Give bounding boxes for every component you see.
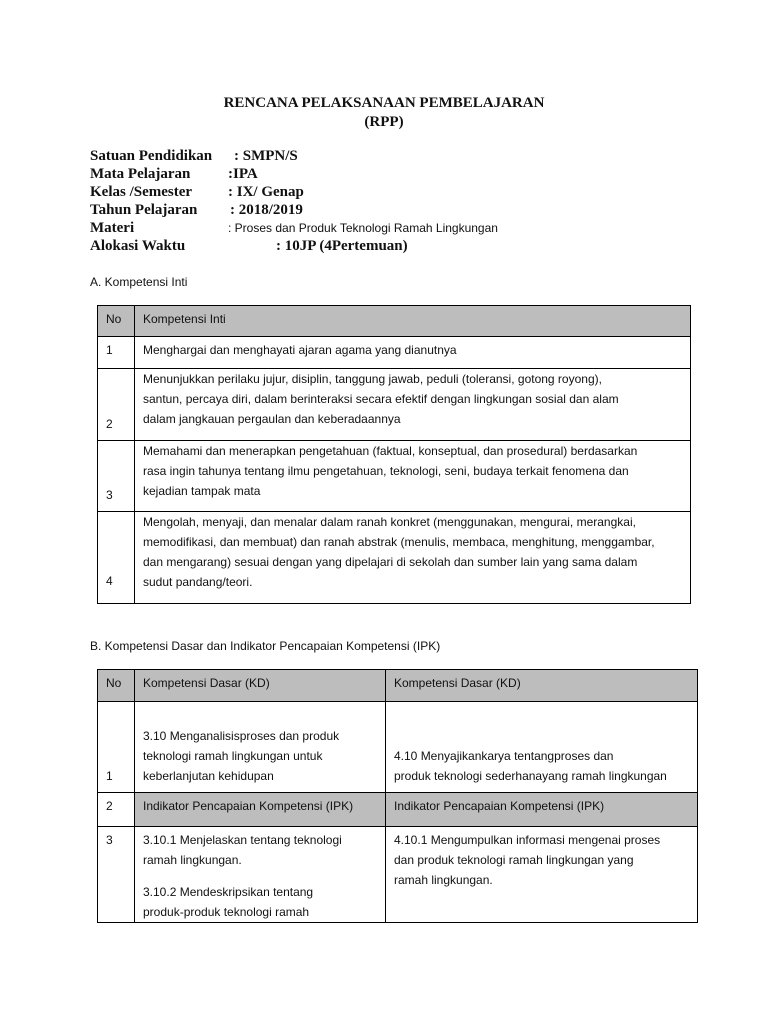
meta-label: Materi <box>90 220 135 236</box>
row-number: 4 <box>98 512 135 604</box>
doc-title: RENCANA PELAKSANAAN PEMBELAJARAN <box>223 95 545 111</box>
table-header-row <box>98 306 691 337</box>
text-line: ramah lingkungan. <box>394 873 493 887</box>
text-line: 3.10.2 Mendeskripsikan tentang <box>143 885 314 899</box>
kd-cell <box>135 702 386 793</box>
ipk-cell <box>386 827 698 923</box>
meta-value: :IPA <box>228 166 258 182</box>
meta-row <box>90 201 303 219</box>
meta-block <box>90 147 498 255</box>
text-line: 4.10.1 Mengumpulkan informasi mengenai proses <box>394 833 661 847</box>
meta-row <box>90 237 408 255</box>
meta-label: Alokasi Waktu <box>90 238 186 254</box>
text-line: produk-produk teknologi ramah <box>143 905 310 919</box>
header-cell: No <box>98 670 135 702</box>
text-line: kejadian tampak mata <box>143 484 261 498</box>
header-cell: Kompetensi Inti <box>135 306 691 337</box>
text-line: rasa ingin tahunya tentang ilmu pengetahuan, teknologi, seni, budaya terkait fenomena dan <box>143 464 629 478</box>
header-cell: Kompetensi Dasar (KD) <box>386 670 698 702</box>
table-row <box>98 793 698 827</box>
meta-label: Satuan Pendidikan <box>90 148 213 164</box>
doc-subtitle: (RPP) <box>364 114 404 130</box>
text-line: 3.10 Menganalisisproses dan produk <box>143 729 340 743</box>
meta-value: : IX/ Genap <box>228 184 304 200</box>
row-number: 1 <box>98 337 135 369</box>
ipk-cell <box>135 827 386 923</box>
header-cell: Kompetensi Dasar (KD) <box>135 670 386 702</box>
meta-value: : SMPN/S <box>234 148 298 164</box>
text-line: dan produk teknologi ramah lingkungan yang <box>394 853 634 867</box>
table-row <box>98 512 691 604</box>
meta-row <box>90 183 304 201</box>
row-text <box>135 337 691 369</box>
section-a-heading: A. Kompetensi Inti <box>90 275 188 289</box>
kompetensi-inti-table <box>97 305 691 604</box>
kompetensi-dasar-table <box>97 669 698 923</box>
row-number: 3 <box>98 441 135 512</box>
meta-row <box>90 147 298 165</box>
table-row <box>98 369 691 441</box>
meta-value: : Proses dan Produk Teknologi Ramah Lingkungan <box>228 221 498 235</box>
text-line: memodifikasi, dan membuat) dan ranah abstrak (menulis, membaca, menghitung, menggambar, <box>143 535 655 549</box>
text-line: santun, percaya diri, dalam berinteraksi secara efektif dengan lingkungan sosial dan alam <box>143 392 619 406</box>
text-line: 4.10 Menyajikankarya tentangproses dan <box>394 749 614 763</box>
table-row <box>98 441 691 512</box>
row-text <box>135 512 691 604</box>
section-b-heading: B. Kompetensi Dasar dan Indikator Pencapaian Kompetensi (IPK) <box>90 639 441 653</box>
table-row <box>98 827 698 923</box>
text-line: Memahami dan menerapkan pengetahuan (faktual, konseptual, dan prosedural) berdasarkan <box>143 444 638 458</box>
row-number: 1 <box>98 702 135 793</box>
meta-label: Mata Pelajaran <box>90 166 191 182</box>
meta-row <box>90 165 258 183</box>
text-line: dan mengarang) sesuai dengan yang dipelajari di sekolah dan sumber lain yang sama dalam <box>143 555 638 569</box>
row-text <box>135 369 691 441</box>
header-cell: No <box>98 306 135 337</box>
meta-value: : 10JP (4Pertemuan) <box>276 238 408 254</box>
table-row <box>98 337 691 369</box>
row-number: 2 <box>98 793 135 827</box>
meta-row <box>90 219 498 237</box>
text-line: teknologi ramah lingkungan untuk <box>143 749 323 763</box>
text-line: sudut pandang/teori. <box>143 575 253 589</box>
text-line: ramah lingkungan. <box>143 853 242 867</box>
text-line: dalam jangkauan pergaulan dan keberadaannya <box>143 412 401 426</box>
text-line: 3.10.1 Menjelaskan tentang teknologi <box>143 833 342 847</box>
text-line: Menunjukkan perilaku jujur, disiplin, tanggung jawab, peduli (toleransi, gotong royong), <box>143 372 602 386</box>
table-header-row <box>98 670 698 702</box>
kd-cell <box>386 702 698 793</box>
text-line: keberlanjutan kehidupan <box>143 769 274 783</box>
text-line: produk teknologi sederhanayang ramah lingkungan <box>394 769 667 783</box>
ipk-header-cell: Indikator Pencapaian Kompetensi (IPK) <box>135 793 386 827</box>
meta-label: Kelas /Semester <box>90 184 193 200</box>
text-line: Menghargai dan menghayati ajaran agama yang dianutnya <box>143 343 457 357</box>
text-line: Mengolah, menyaji, dan menalar dalam ranah konkret (menggunakan, mengurai, merangkai, <box>143 515 636 529</box>
row-number: 2 <box>98 369 135 441</box>
ipk-header-cell: Indikator Pencapaian Kompetensi (IPK) <box>386 793 698 827</box>
row-text <box>135 441 691 512</box>
meta-label: Tahun Pelajaran <box>90 202 198 218</box>
row-number: 3 <box>98 827 135 923</box>
table-row <box>98 702 698 793</box>
meta-value: : 2018/2019 <box>230 202 303 218</box>
